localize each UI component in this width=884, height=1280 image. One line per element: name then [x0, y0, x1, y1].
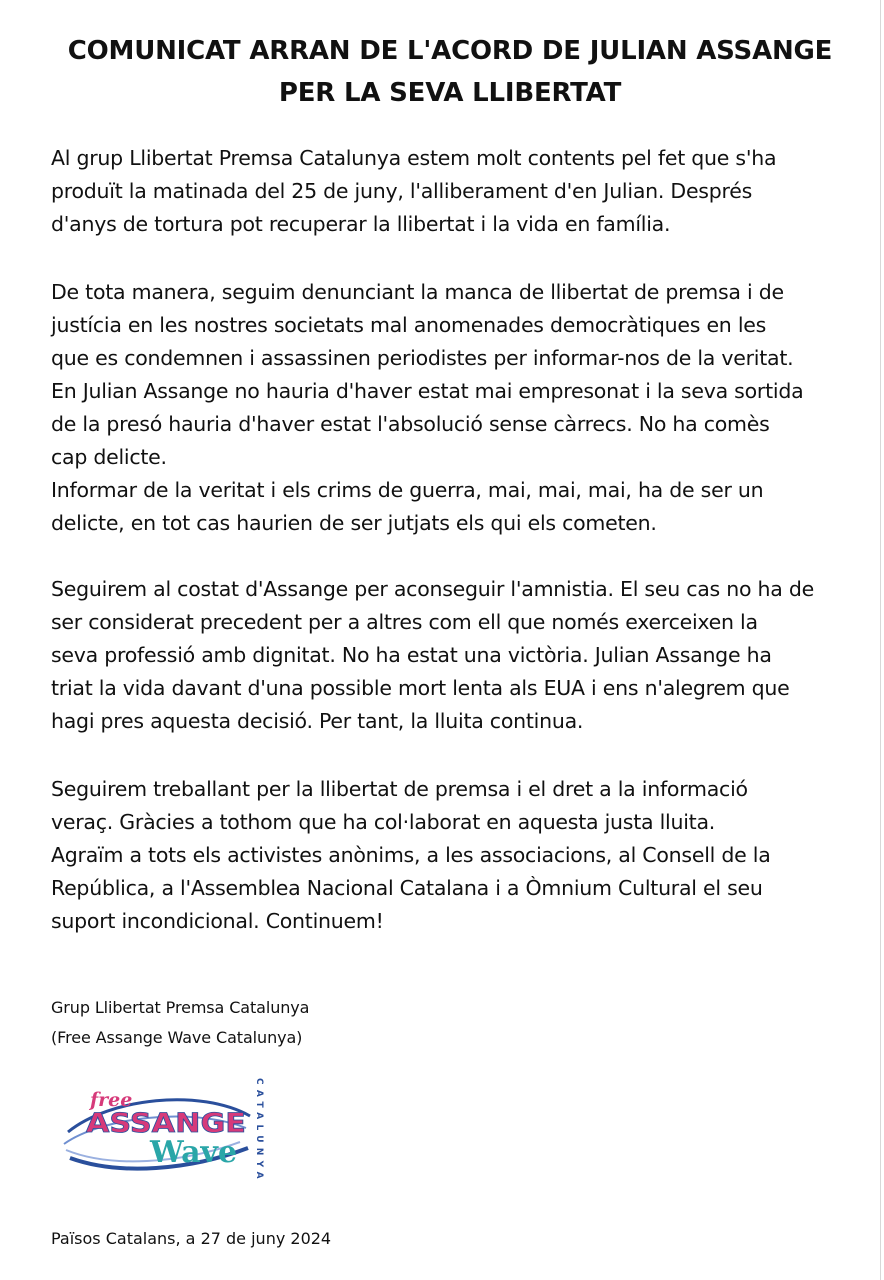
- paragraph-line: suport incondicional. Continuem!: [51, 909, 384, 933]
- logo-wave-text: Wave: [150, 1135, 238, 1170]
- free-assange-wave-logo: [50, 1058, 268, 1198]
- paragraph-line: triat la vida davant d'una possible mort lenta als EUA i ens n'alegrem que: [51, 676, 790, 700]
- signature-org: Grup Llibertat Premsa Catalunya: [51, 998, 310, 1017]
- paragraph-line: De tota manera, seguim denunciant la manca de llibertat de premsa i de: [51, 280, 784, 304]
- paragraph-line: delicte, en tot cas haurien de ser jutjats els qui els cometen.: [51, 511, 657, 535]
- paragraph-line: Seguirem al costat d'Assange per aconseguir l'amnistia. El seu cas no ha de: [51, 577, 814, 601]
- paragraph-line: produït la matinada del 25 de juny, l'alliberament d'en Julian. Després: [51, 179, 753, 203]
- title-line-2: PER LA SEVA LLIBERTAT: [278, 78, 622, 108]
- paragraph-line: Informar de la veritat i els crims de guerra, mai, mai, mai, ha de ser un: [51, 478, 764, 502]
- paragraph-2: [51, 276, 881, 540]
- paragraph-line: seva professió amb dignitat. No ha estat una victòria. Julian Assange ha: [51, 643, 772, 667]
- paragraph-line: En Julian Assange no hauria d'haver estat mai empresonat i la seva sortida: [51, 379, 804, 403]
- paragraph-line: Al grup Llibertat Premsa Catalunya estem molt contents pel fet que s'ha: [51, 146, 777, 170]
- paragraph-3: [51, 573, 881, 738]
- paragraph-line: justícia en les nostres societats mal anomenades democràtiques en les: [51, 313, 767, 337]
- signature-alias: (Free Assange Wave Catalunya): [51, 1028, 303, 1047]
- paragraph-line: cap delicte.: [51, 445, 167, 469]
- page-title: [40, 30, 860, 114]
- paragraph-line: hagi pres aquesta decisió. Per tant, la lluita continua.: [51, 709, 584, 733]
- paragraph-line: de la presó hauria d'haver estat l'absolució sense càrrecs. No ha comès: [51, 412, 770, 436]
- paragraph-line: ser considerat precedent per a altres com ell que només exerceixen la: [51, 610, 758, 634]
- paragraph-line: d'anys de tortura pot recuperar la llibertat i la vida en família.: [51, 212, 671, 236]
- paragraph-line: Seguirem treballant per la llibertat de premsa i el dret a la informació: [51, 777, 748, 801]
- document-date: Països Catalans, a 27 de juny 2024: [51, 1229, 332, 1248]
- logo-free-text: free: [90, 1089, 133, 1111]
- paragraph-4: [51, 773, 881, 938]
- logo-assange-text: ASSANGE: [86, 1108, 246, 1139]
- title-line-1: COMUNICAT ARRAN DE L'ACORD DE JULIAN ASSANGE: [67, 36, 833, 66]
- paragraph-line: que es condemnen i assassinen periodistes per informar-nos de la veritat.: [51, 346, 794, 370]
- logo-catalunya-text: CATALUNYA: [254, 1078, 264, 1184]
- paragraph-line: Agraïm a tots els activistes anònims, a les associacions, al Consell de la: [51, 843, 771, 867]
- paragraph-line: República, a l'Assemblea Nacional Catalana i a Òmnium Cultural el seu: [51, 876, 763, 900]
- paragraph-1: [51, 142, 881, 241]
- paragraph-line: veraç. Gràcies a tothom que ha col·laborat en aquesta justa lluita.: [51, 810, 716, 834]
- signature: [51, 993, 309, 1053]
